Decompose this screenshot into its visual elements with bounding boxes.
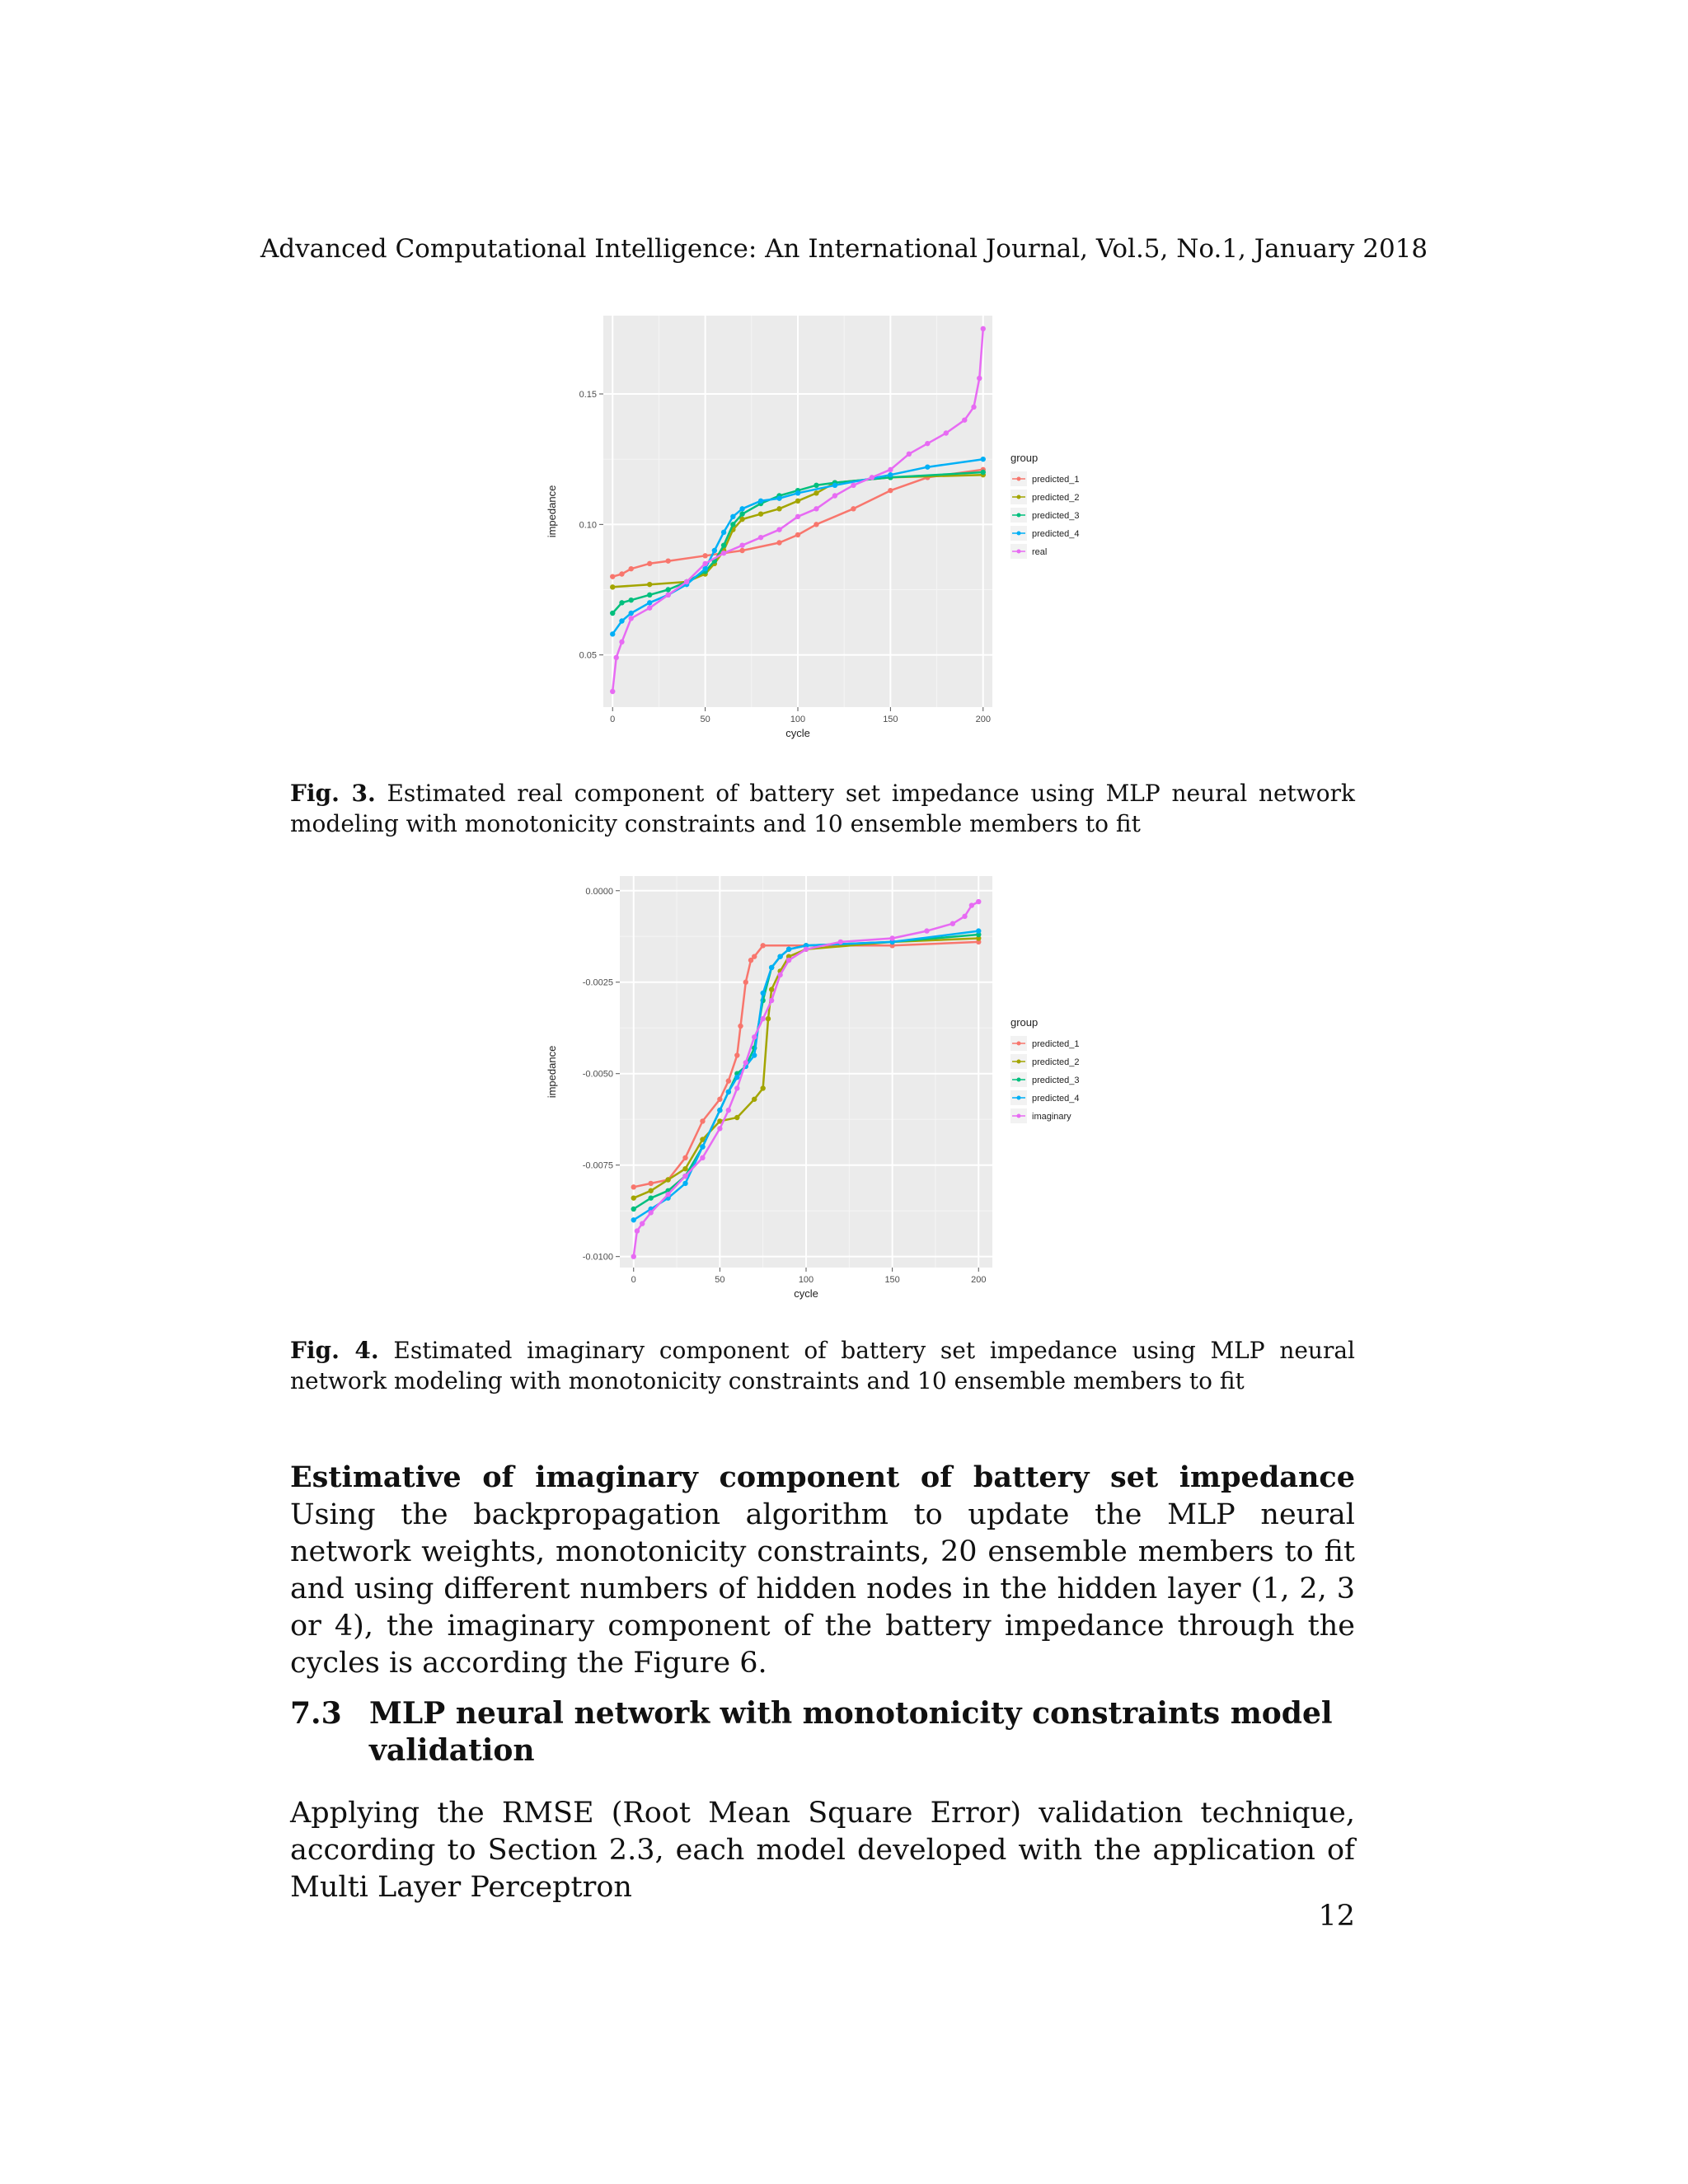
legend-label: predicted_4 (1032, 529, 1080, 539)
y-tick-label: -0.0050 (582, 1069, 613, 1080)
y-tick-label: -0.0100 (582, 1252, 613, 1263)
x-axis-title: cycle (794, 1287, 818, 1300)
data-point-imaginary (786, 958, 791, 963)
data-point-real (962, 417, 967, 422)
x-tick-label: 100 (790, 715, 806, 724)
data-point-predicted_4 (700, 1144, 705, 1149)
data-point-predicted_3 (610, 611, 615, 616)
data-point-predicted_4 (647, 600, 652, 605)
data-point-predicted_1 (888, 488, 893, 493)
legend-key-point (1017, 1096, 1021, 1100)
data-point-predicted_4 (631, 1217, 636, 1222)
data-point-imaginary (962, 914, 967, 919)
section-title: MLP neural network with monotonicity constraints model validation (369, 1696, 1333, 1768)
legend-label: predicted_3 (1032, 511, 1080, 521)
legend-label: predicted_3 (1032, 1076, 1080, 1085)
data-point-predicted_1 (700, 1118, 705, 1123)
data-point-imaginary (752, 1034, 757, 1039)
data-point-predicted_4 (610, 631, 615, 636)
data-point-predicted_3 (814, 483, 818, 488)
data-point-real (610, 689, 615, 694)
data-point-predicted_4 (712, 548, 717, 553)
figure-4-caption-text: Estimated imaginary component of battery set impedance using MLP neural network modeling with monotonicity constraints and 10 ensemble members to fit (290, 1337, 1355, 1394)
data-point-imaginary (700, 1155, 705, 1160)
x-tick-label: 50 (715, 1275, 725, 1285)
legend-key-point (1017, 1078, 1021, 1082)
figure-3-caption-text: Estimated real component of battery set impedance using MLP neural network modeling with monotonicity constraints and 10 ensemble members to fit (290, 780, 1355, 837)
data-point-real (851, 483, 856, 488)
data-point-predicted_1 (702, 553, 707, 558)
data-point-predicted_4 (769, 965, 774, 970)
data-point-predicted_2 (665, 1177, 670, 1182)
legend-key-point (1017, 1114, 1021, 1118)
data-point-predicted_3 (665, 587, 670, 592)
data-point-real (944, 430, 949, 435)
data-point-predicted_2 (795, 499, 800, 504)
data-point-imaginary (631, 1254, 636, 1258)
legend-key-point (1017, 513, 1021, 518)
data-point-real (776, 527, 781, 532)
legend-title: group (1010, 1016, 1039, 1029)
legend-label: predicted_2 (1032, 493, 1080, 503)
data-point-imaginary (838, 940, 843, 944)
x-tick-label: 200 (975, 715, 991, 724)
x-tick-label: 200 (971, 1275, 987, 1285)
data-point-real (814, 506, 818, 511)
data-point-predicted_2 (752, 1097, 757, 1102)
figure-4-caption (290, 1335, 1355, 1396)
data-point-predicted_2 (776, 506, 781, 511)
data-point-predicted_4 (776, 495, 781, 500)
data-point-predicted_2 (631, 1195, 636, 1200)
data-point-imaginary (976, 899, 981, 904)
data-point-predicted_1 (717, 1097, 722, 1102)
data-point-predicted_1 (851, 506, 856, 511)
data-point-predicted_1 (814, 522, 818, 527)
y-tick-label: 0.0000 (585, 886, 613, 897)
data-point-predicted_3 (981, 470, 986, 475)
data-point-predicted_4 (734, 1075, 739, 1080)
figure-4 (536, 869, 1154, 1306)
data-point-predicted_2 (769, 987, 774, 991)
data-point-predicted_3 (647, 593, 652, 598)
figure-3-chart (536, 309, 1154, 746)
y-tick-label: 0.15 (579, 390, 597, 400)
data-point-predicted_2 (814, 490, 818, 495)
x-axis-title: cycle (785, 727, 810, 739)
data-point-real (795, 514, 800, 519)
data-point-predicted_4 (760, 991, 765, 996)
y-tick-label: 0.10 (579, 520, 597, 531)
figure-4-caption-label: Fig. 4. (290, 1337, 379, 1364)
data-point-predicted_1 (665, 558, 670, 563)
data-point-real (629, 616, 634, 621)
data-point-real (907, 452, 912, 457)
data-point-predicted_3 (619, 600, 624, 605)
data-point-predicted_3 (648, 1195, 653, 1200)
x-tick-label: 0 (610, 715, 616, 724)
y-tick-label: -0.0075 (582, 1160, 613, 1171)
data-point-imaginary (777, 972, 782, 977)
data-point-real (721, 551, 726, 555)
data-point-imaginary (969, 902, 974, 907)
data-point-predicted_4 (726, 1090, 731, 1094)
data-point-imaginary (743, 1060, 748, 1065)
data-point-imaginary (769, 998, 774, 1003)
data-point-predicted_3 (631, 1207, 636, 1212)
data-point-real (758, 535, 763, 540)
data-point-imaginary (640, 1221, 645, 1226)
data-point-imaginary (726, 1108, 731, 1113)
data-point-imaginary (950, 921, 955, 926)
data-point-predicted_1 (619, 571, 624, 576)
data-point-predicted_4 (777, 954, 782, 958)
validation-paragraph: Applying the RMSE (Root Mean Square Error) validation technique, according to Section 2.3, each model developed with the application of Multi Layer Perceptron (290, 1797, 1355, 1904)
x-tick-label: 50 (700, 715, 710, 724)
data-point-imaginary (734, 1085, 739, 1090)
data-point-predicted_4 (730, 514, 735, 519)
data-point-predicted_1 (795, 532, 800, 537)
data-point-predicted_3 (730, 522, 735, 527)
legend-key-point (1017, 532, 1021, 536)
legend-label: predicted_1 (1032, 1039, 1080, 1049)
data-point-predicted_2 (760, 1085, 765, 1090)
data-point-real (977, 376, 982, 381)
data-point-real (832, 493, 837, 498)
data-point-real (888, 467, 893, 472)
data-point-imaginary (760, 1016, 765, 1021)
figure-3-caption-label: Fig. 3. (290, 780, 376, 807)
y-tick-label: -0.0025 (582, 977, 613, 988)
data-point-predicted_1 (647, 561, 652, 566)
data-point-predicted_3 (629, 598, 634, 602)
data-point-predicted_1 (631, 1184, 636, 1189)
data-point-predicted_4 (758, 499, 763, 504)
data-point-real (739, 542, 744, 547)
data-point-imaginary (924, 928, 929, 933)
data-point-predicted_4 (888, 472, 893, 477)
data-point-predicted_1 (726, 1078, 731, 1083)
section-7-3-heading (290, 1695, 1355, 1769)
data-point-predicted_1 (738, 1024, 743, 1029)
running-head: Advanced Computational Intelligence: An International Journal, Vol.5, No.1, January 2018 (260, 234, 1428, 264)
data-point-predicted_2 (647, 582, 652, 587)
data-point-imaginary (648, 1210, 653, 1215)
legend-key-point (1017, 477, 1021, 481)
y-axis-title: impedance (546, 1045, 558, 1099)
data-point-predicted_3 (739, 511, 744, 516)
data-point-predicted_4 (721, 530, 726, 535)
data-point-predicted_2 (758, 511, 763, 516)
data-point-predicted_4 (981, 457, 986, 462)
data-point-predicted_4 (629, 611, 634, 616)
data-point-predicted_4 (717, 1108, 722, 1113)
data-point-predicted_4 (739, 506, 744, 511)
data-point-predicted_2 (766, 1016, 771, 1021)
section-number: 7.3 (290, 1696, 342, 1731)
data-point-predicted_4 (976, 928, 981, 933)
data-point-imaginary (635, 1228, 640, 1233)
figure-3-caption (290, 778, 1355, 839)
legend-title: group (1010, 452, 1039, 464)
legend-key-point (1017, 1042, 1021, 1046)
estimative-run-in-heading: Estimative of imaginary component of battery set impedance (290, 1460, 1355, 1494)
figure-3 (536, 309, 1154, 746)
data-point-predicted_4 (832, 483, 837, 488)
data-point-predicted_4 (702, 566, 707, 571)
data-point-predicted_1 (610, 574, 615, 579)
data-point-imaginary (804, 947, 809, 952)
data-point-imaginary (889, 935, 894, 940)
data-point-real (870, 475, 874, 480)
legend-key-point (1017, 1060, 1021, 1064)
estimative-paragraph-text: Using the backpropagation algorithm to update the MLP neural network weights, monotonicity constraints, 20 ensemble members to fit and using different numbers of hidden nodes in the hidden layer (1, 2, 3 or 4), the imaginary component of the battery impedance through the cycles is according the Figure 6. (290, 1498, 1355, 1680)
data-point-predicted_1 (682, 1155, 687, 1160)
y-axis-title: impedance (546, 485, 558, 538)
data-point-predicted_4 (795, 490, 800, 495)
page-number: 12 (1318, 1900, 1355, 1933)
legend-label: predicted_1 (1032, 475, 1080, 485)
data-point-predicted_2 (648, 1188, 653, 1193)
data-point-predicted_1 (752, 954, 757, 958)
data-point-predicted_1 (743, 980, 748, 985)
data-point-real (702, 561, 707, 566)
data-point-predicted_1 (734, 1052, 739, 1057)
data-point-predicted_2 (610, 584, 615, 589)
data-point-predicted_1 (739, 548, 744, 553)
legend-label: predicted_2 (1032, 1057, 1080, 1067)
data-point-real (981, 326, 986, 331)
data-point-imaginary (682, 1174, 687, 1179)
data-point-real (925, 441, 930, 446)
legend-label: real (1032, 547, 1048, 557)
data-point-imaginary (665, 1192, 670, 1197)
data-point-predicted_4 (786, 947, 791, 952)
data-point-real (971, 405, 976, 410)
legend-key-point (1017, 495, 1021, 499)
data-point-predicted_2 (734, 1115, 739, 1120)
data-point-predicted_3 (721, 542, 726, 547)
estimative-paragraph (290, 1459, 1355, 1682)
figure-4-chart (536, 869, 1154, 1306)
data-point-predicted_1 (776, 540, 781, 545)
data-point-real (614, 655, 619, 660)
data-point-predicted_1 (629, 566, 634, 571)
data-point-predicted_4 (752, 1052, 757, 1057)
x-tick-label: 0 (631, 1275, 636, 1285)
data-point-real (619, 640, 624, 644)
data-point-predicted_4 (925, 464, 930, 469)
data-point-predicted_4 (682, 1181, 687, 1186)
x-tick-label: 100 (798, 1275, 814, 1285)
x-tick-label: 150 (883, 715, 898, 724)
legend-label: predicted_4 (1032, 1094, 1080, 1104)
data-point-predicted_4 (619, 618, 624, 623)
data-point-imaginary (717, 1126, 722, 1131)
data-point-real (665, 593, 670, 598)
data-point-predicted_2 (682, 1166, 687, 1171)
data-point-real (647, 605, 652, 610)
data-point-predicted_1 (760, 943, 765, 948)
x-tick-label: 150 (884, 1275, 900, 1285)
legend-key-point (1017, 550, 1021, 554)
y-tick-label: 0.05 (579, 650, 597, 661)
legend-label: imaginary (1032, 1112, 1071, 1122)
data-point-real (684, 579, 689, 584)
data-point-predicted_1 (648, 1181, 653, 1186)
